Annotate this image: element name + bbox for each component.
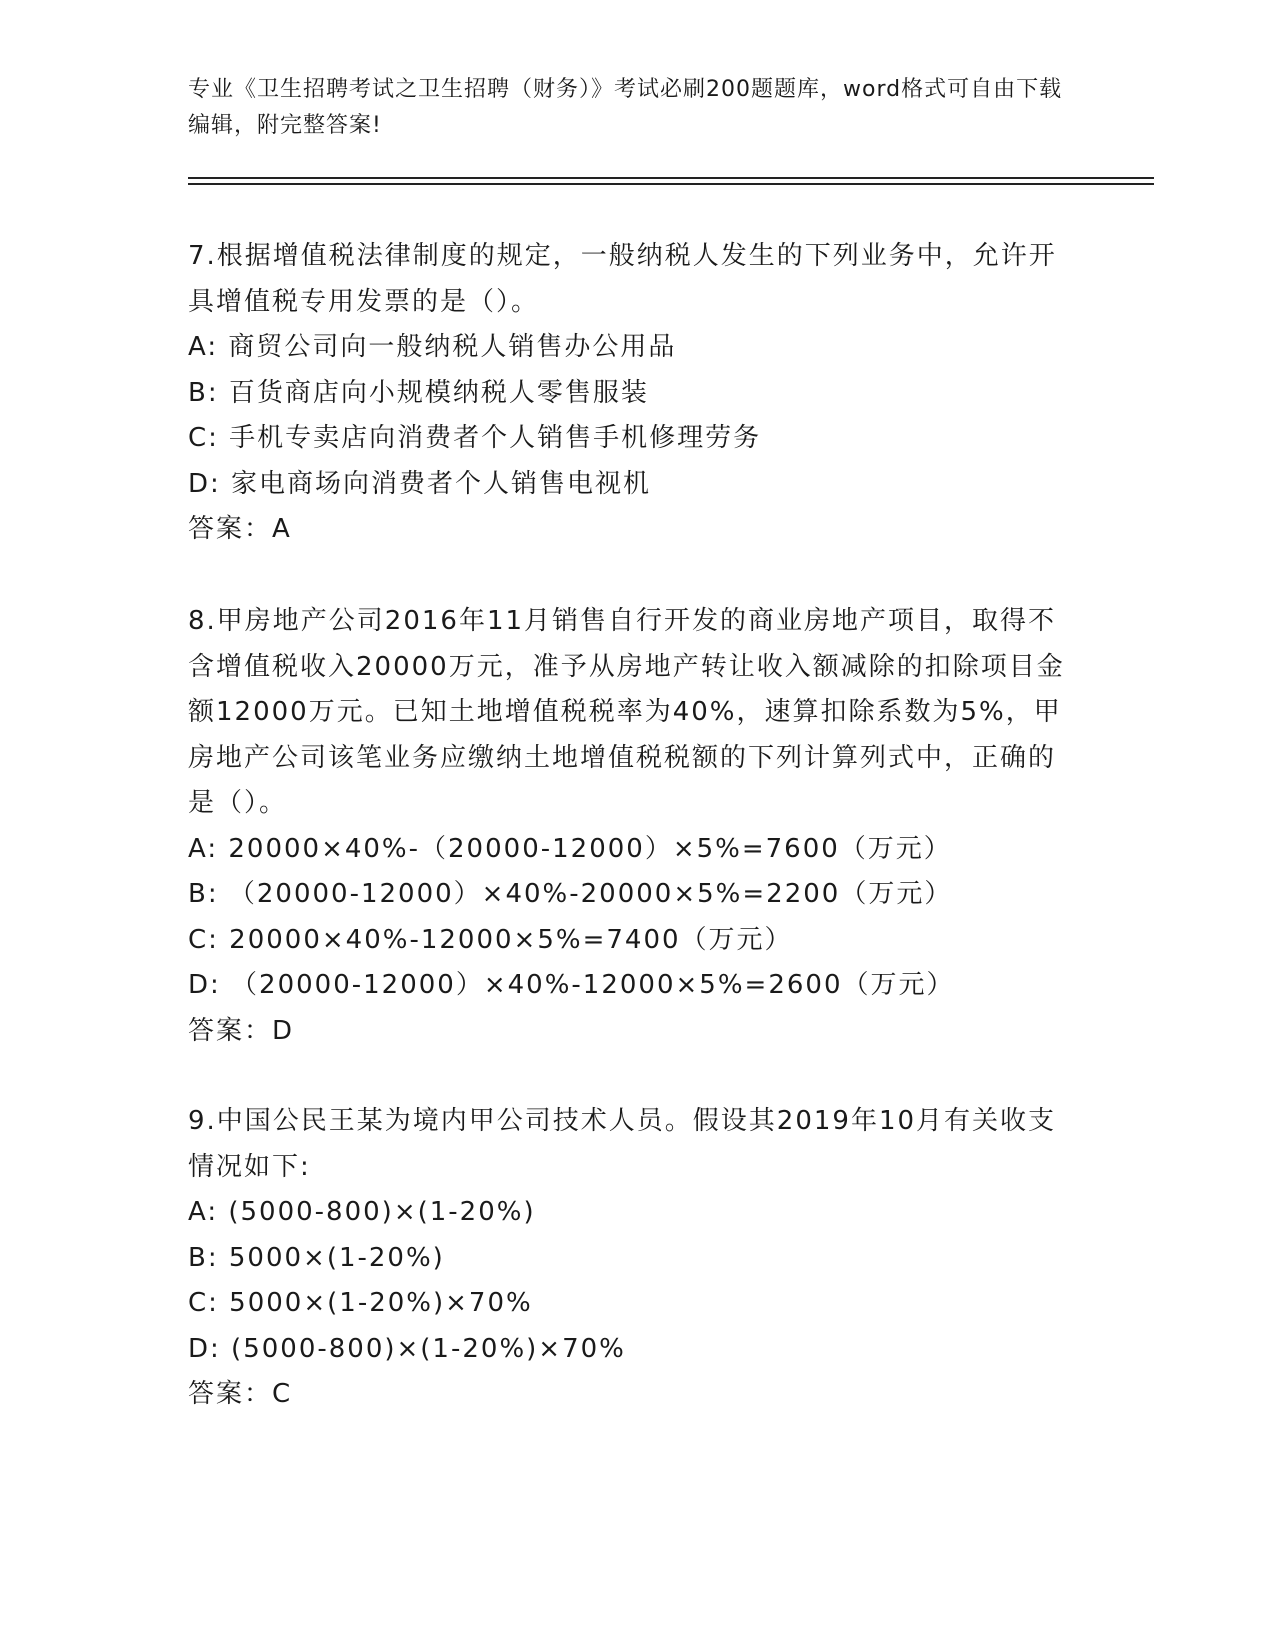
option-b: B: （20000-12000）×40%-20000×5%=2200（万元） <box>188 879 953 909</box>
option-c: C: 手机专卖店向消费者个人销售手机修理劳务 <box>188 423 762 453</box>
answer: 答案：C <box>188 1379 293 1409</box>
option-c: C: 20000×40%-12000×5%=7400（万元） <box>188 924 793 955</box>
option-b: B: 百货商店向小规模纳税人零售服装 <box>188 377 649 408</box>
option-d: D: （20000-12000）×40%-12000×5%=2600（万元） <box>188 970 955 1000</box>
option-c: C: 5000×(1-20%)×70% <box>188 1288 533 1318</box>
option-a: A: 20000×40%-（20000-12000）×5%=7600（万元） <box>188 833 952 864</box>
question-7 <box>188 234 1068 553</box>
question-stem: 8.甲房地产公司2016年11月销售自行开发的商业房地产项目，取得不含增值税收入20000万元，准予从房地产转让收入额减除的扣除项目金额12000万元。已知土地增值税税率为40%，速算扣除系数为5%，甲房地产公司该笔业务应缴纳土地增值税税额的下列计算列式中，正确的是（）。 <box>188 606 1065 818</box>
header-text: 专业《卫生招聘考试之卫生招聘（财务）》考试必刷200题题库，word格式可自由下载编辑，附完整答案! <box>188 77 1063 138</box>
option-b: B: 5000×(1-20%) <box>188 1242 445 1273</box>
header-divider-top <box>188 177 1154 179</box>
option-d: D: (5000-800)×(1-20%)×70% <box>188 1333 626 1364</box>
option-a: A: 商贸公司向一般纳税人销售办公用品 <box>188 332 677 362</box>
answer: 答案：A <box>188 514 292 544</box>
question-9 <box>188 1099 1068 1418</box>
answer: 答案：D <box>188 1015 295 1046</box>
header-divider-bottom <box>188 183 1154 185</box>
question-stem: 9.中国公民王某为境内甲公司技术人员。假设其2019年10月有关收支情况如下: <box>188 1106 1057 1182</box>
question-8 <box>188 599 1068 1054</box>
document-header <box>188 72 1068 144</box>
option-d: D: 家电商场向消费者个人销售电视机 <box>188 468 652 499</box>
option-a: A: (5000-800)×(1-20%) <box>188 1197 536 1227</box>
question-stem: 7.根据增值税法律制度的规定，一般纳税人发生的下列业务中，允许开具增值税专用发票的是（）。 <box>188 241 1057 317</box>
